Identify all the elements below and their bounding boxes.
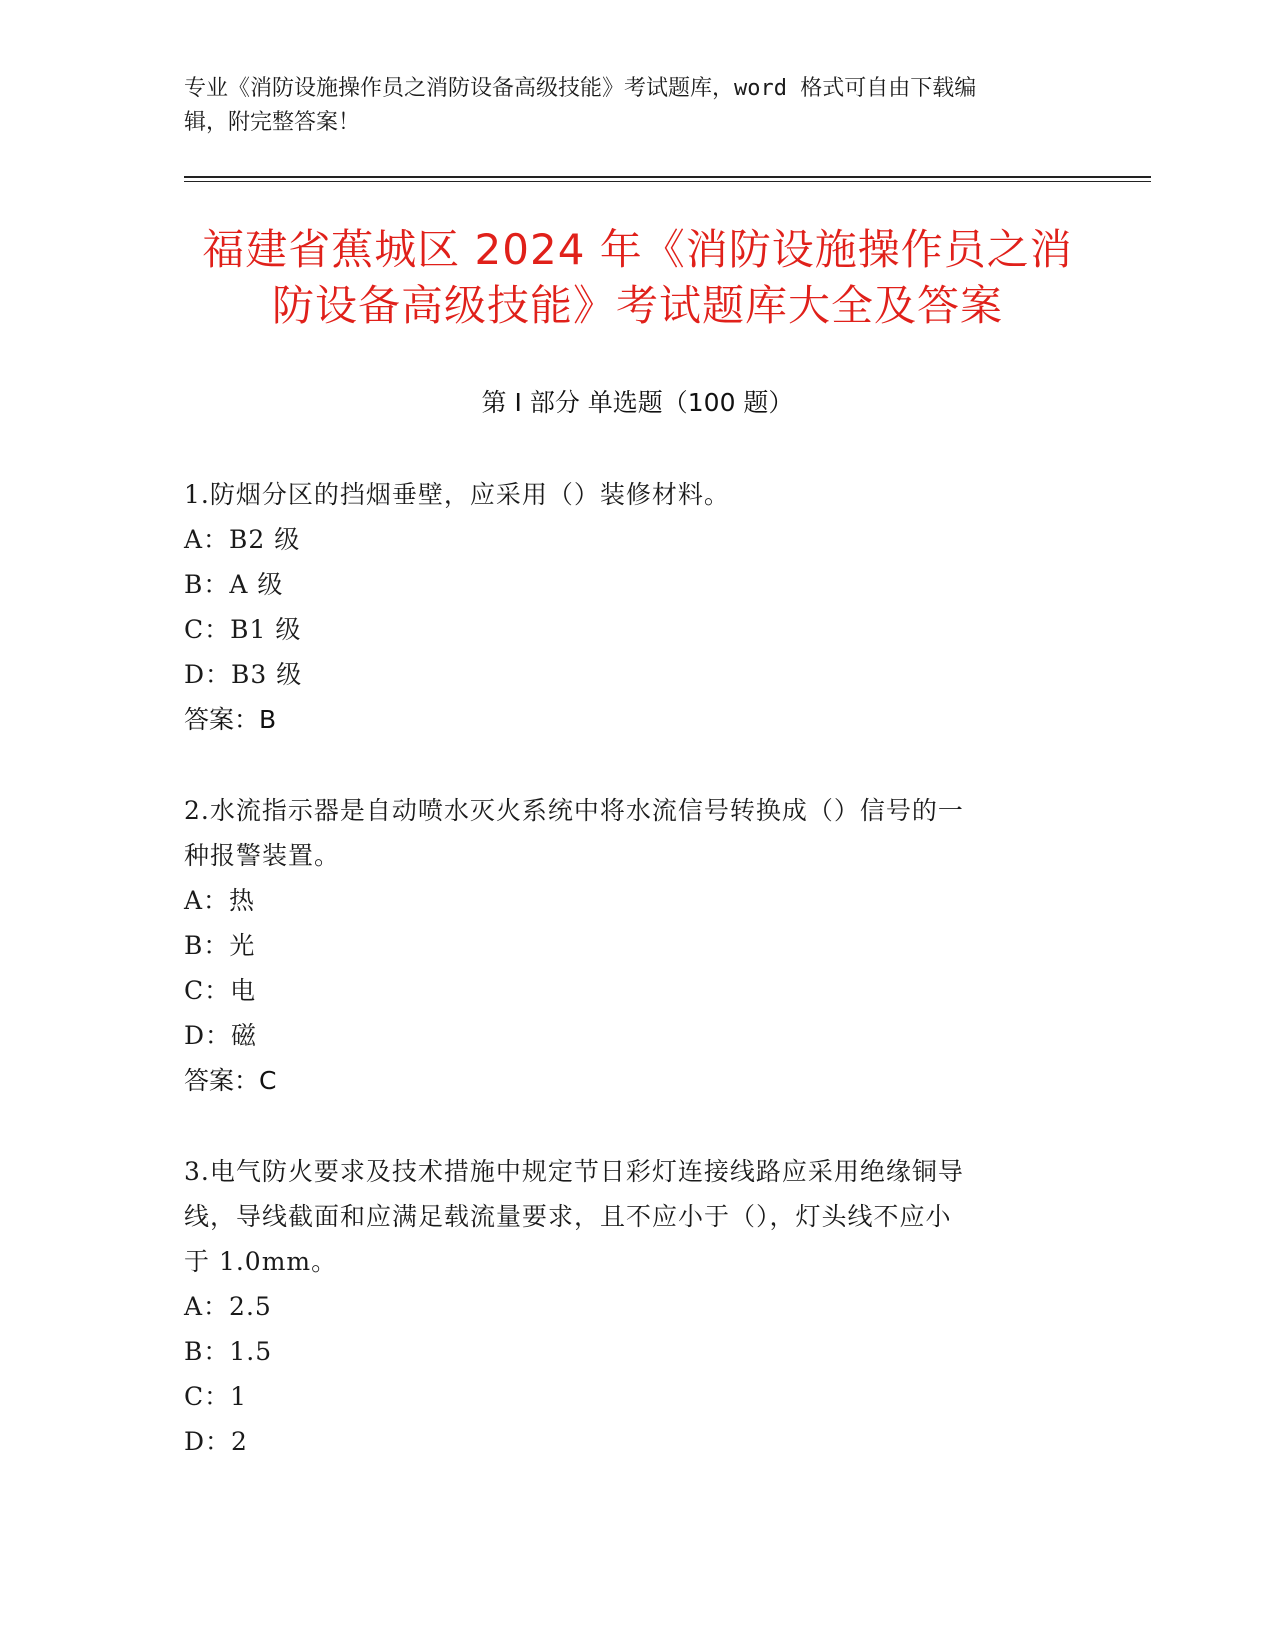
option-b: B：A 级 bbox=[184, 570, 284, 599]
question-stem-line: 3.电气防火要求及技术措施中规定节日彩灯连接线路应采用绝缘铜导 bbox=[184, 1157, 964, 1186]
question-item bbox=[184, 788, 1064, 1103]
option-a: A：热 bbox=[184, 886, 256, 915]
option-c: C：B1 级 bbox=[184, 615, 302, 644]
question-stem-line: 2.水流指示器是自动喷水灭火系统中将水流信号转换成（）信号的一 bbox=[184, 796, 964, 825]
question-item bbox=[184, 1149, 1064, 1464]
header-divider-thick bbox=[184, 176, 1151, 178]
option-c: C：1 bbox=[184, 1382, 248, 1411]
document-title-line-1: 福建省蕉城区 2024 年《消防设施操作员之消 bbox=[202, 225, 1073, 274]
question-stem-line: 1.防烟分区的挡烟垂壁，应采用（）装修材料。 bbox=[184, 480, 730, 509]
question-stem-line: 于 1.0mm。 bbox=[184, 1247, 338, 1276]
option-d: D：2 bbox=[184, 1427, 248, 1456]
answer-line: 答案：C bbox=[184, 1066, 277, 1095]
header-note-line-1: 专业《消防设施操作员之消防设备高级技能》考试题库，word 格式可自由下载编 bbox=[184, 76, 977, 101]
header-note bbox=[184, 72, 1064, 140]
document-title-line-2: 防设备高级技能》考试题库大全及答案 bbox=[271, 281, 1003, 330]
question-item bbox=[184, 472, 1064, 742]
option-d: D：磁 bbox=[184, 1021, 258, 1050]
header-note-line-2: 辑，附完整答案！ bbox=[184, 110, 361, 135]
option-d: D：B3 级 bbox=[184, 660, 303, 689]
option-a: A：B2 级 bbox=[184, 525, 301, 554]
question-list bbox=[184, 472, 1064, 1510]
option-b: B：1.5 bbox=[184, 1337, 273, 1366]
document-title bbox=[170, 222, 1105, 334]
option-c: C：电 bbox=[184, 976, 257, 1005]
question-stem-line: 种报警装置。 bbox=[184, 841, 341, 870]
question-stem bbox=[184, 472, 1064, 517]
question-stem-line: 线，导线截面和应满足载流量要求，且不应小于（），灯头线不应小 bbox=[184, 1202, 952, 1231]
question-stem bbox=[184, 788, 1064, 878]
section-title: 第 I 部分 单选题（100 题） bbox=[481, 388, 794, 417]
header-divider-thin bbox=[184, 181, 1151, 182]
answer-line: 答案：B bbox=[184, 705, 277, 734]
option-b: B：光 bbox=[184, 931, 256, 960]
option-a: A：2.5 bbox=[184, 1292, 272, 1321]
question-stem bbox=[184, 1149, 1064, 1284]
